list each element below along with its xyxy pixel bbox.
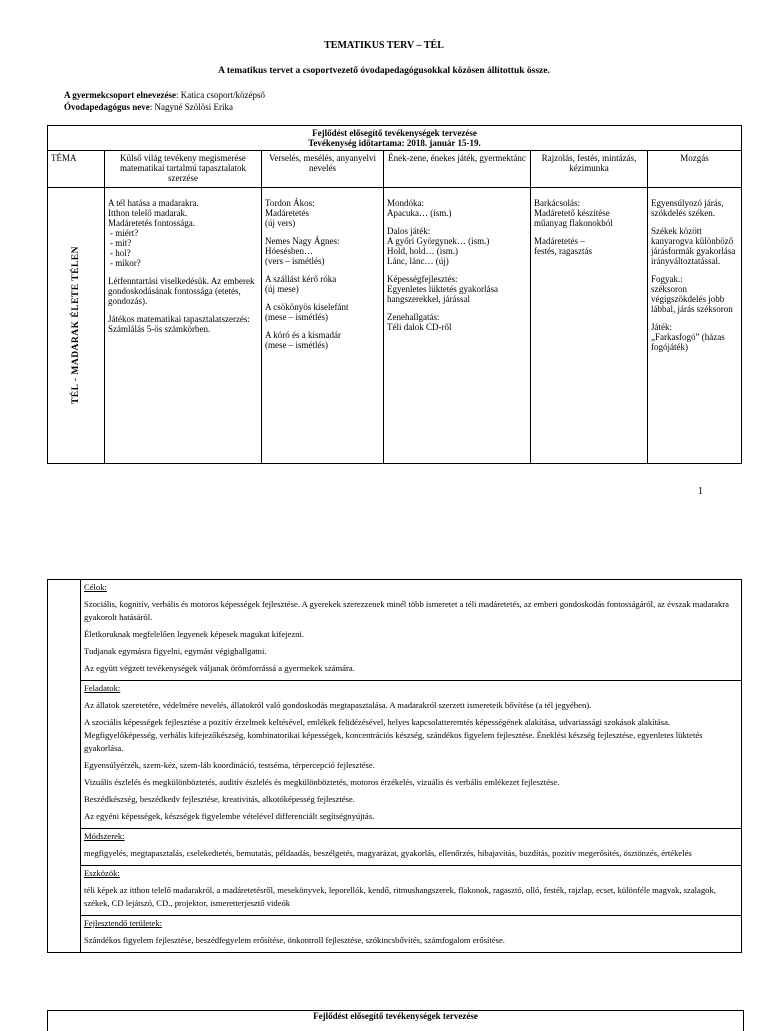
celok-title: Célok:	[84, 582, 107, 592]
enek-line: A győri Györgynek… (ism.)	[387, 236, 490, 246]
theme-cell	[48, 188, 105, 464]
verseles-line: Hóesésben…	[265, 246, 313, 256]
list-item: - miért?	[110, 228, 258, 238]
rajz-cell	[531, 188, 648, 464]
mozgas-line: Játék:	[651, 322, 672, 332]
document-subtitle: A tematikus tervet a csoportvezető óvodapedagógusokkal közösen állítottuk össze.	[218, 66, 550, 76]
list-item: - mit?	[110, 238, 258, 248]
fejlesztendo-title: Fejlesztendő területek:	[84, 918, 163, 928]
mozgas-line: „Farkasfogó” (házas fogójáték)	[651, 332, 725, 352]
col-header-verseles: Verselés, mesélés, anyanyelvi nevelés	[262, 151, 384, 188]
rajz-line: Madáretetés –	[534, 236, 585, 246]
enek-line: Zenehallgatás:	[387, 312, 440, 322]
modszerek-cell	[81, 829, 742, 866]
verseles-line: A csökönyös kiselefánt	[265, 302, 349, 312]
next-plan-table-header: Fejlődést elősegítő tevékenységek tervezése	[47, 1010, 744, 1031]
enek-line: Téli dalok CD-ről	[387, 322, 452, 332]
feladatok-row	[48, 681, 742, 829]
goals-table	[47, 579, 742, 953]
list-item: - hol?	[110, 248, 258, 258]
kulso-line: A tél hatása a madarakra.	[108, 198, 199, 208]
eszkozok-row	[48, 866, 742, 916]
col-header-enek: Ének-zene, énekes játék, gyermektánc	[384, 151, 531, 188]
goals-side-column	[48, 580, 81, 953]
modszerek-row	[48, 829, 742, 866]
fejlesztendo-row	[48, 916, 742, 953]
col-header-rajz: Rajzolás, festés, mintázás, kézimunka	[531, 151, 648, 188]
verseles-line: Madáretetés	[265, 208, 309, 218]
celok-line: Szociális, kognitív, verbális és motoros képességek fejlesztése. A gyerekek szerezzenek minél több ismeretet a téli madáretetés, az emberi gondoskodás fontosságáról, az évszak madarakra gyakorolt hatásáról.	[84, 599, 729, 622]
enek-line: Lánc, lánc… (új)	[387, 256, 449, 266]
feladatok-line: Beszédkészség, beszédkedv fejlesztése, kreativitás, alkotóképesség fejlesztése.	[84, 794, 355, 804]
column-header-row	[48, 151, 742, 188]
modszerek-text: megfigyelés, megtapasztalás, cselekedtetés, bemutatás, példaadás, beszélgetés, magyarázat, gyakorlás, ellenőrzés, hibajavítás, buzdítás, pozitív megerősítés, ösztönzés, értékelés	[84, 848, 692, 858]
celok-line: Tudjanak egymásra figyelni, egymást végighallgatni.	[84, 646, 267, 656]
verseles-line: A szállást kérő róka	[265, 274, 337, 284]
mozgas-line: Fogyak.:	[651, 274, 683, 284]
teacher-label: Óvodapedagógus neve	[64, 102, 150, 112]
kulso-line: Madáretetés fontossága.	[108, 218, 195, 228]
rajz-line: festés, ragasztás	[534, 246, 592, 256]
enek-line: Egyenletes lüktetés gyakorlása hangszerekkel, járással	[387, 284, 498, 304]
mozgas-cell	[648, 188, 742, 464]
rajz-line: Madáretető készítése műanyag flakonokból	[534, 208, 613, 228]
mozgas-line: Egyensúlyozó járás, szökdelés széken.	[651, 198, 724, 218]
list-item: - mikor?	[110, 258, 258, 268]
page-number: 1	[698, 486, 703, 497]
document-title: TEMATIKUS TERV – TÉL	[324, 40, 444, 51]
teacher-line	[64, 102, 233, 112]
enek-line: Mondóka:	[387, 198, 424, 208]
col-header-mozgas: Mozgás	[648, 151, 742, 188]
eszkozok-cell	[81, 866, 742, 916]
plan-header-line2: Tevékenység időtartama: 2018. január 15-19.	[308, 138, 481, 148]
kulso-cell	[105, 188, 262, 464]
verseles-line: (mese – ismétlés)	[265, 340, 328, 350]
celok-line: Életkoruknak megfelelően legyenek képesek magukat kifejezni.	[84, 629, 305, 639]
enek-line: Hold, hold… (ism.)	[387, 246, 458, 256]
fejlesztendo-cell	[81, 916, 742, 953]
celok-line: Az együtt végzett tevékenységek váljanak örömforrássá a gyermekek számára.	[84, 663, 355, 673]
kulso-line: Számlálás 5-ös számkörben.	[108, 324, 211, 334]
verseles-line: (vers – ismétlés)	[265, 256, 325, 266]
enek-line: Dalos játék:	[387, 226, 431, 236]
verseles-line: (mese – ismétlés)	[265, 312, 328, 322]
eszkozok-title: Eszközök:	[84, 868, 120, 878]
feladatok-line: Egyensúlyérzék, szem-kéz, szem-láb koordináció, testséma, térpercepció fejlesztése.	[84, 760, 375, 770]
plan-header-line1: Fejlődést elősegítő tevékenységek tervezése	[312, 128, 477, 138]
enek-line: Apacuka… (ism.)	[387, 208, 452, 218]
feladatok-line: Vizuális észlelés és megkülönböztetés, auditív észlelés és megkülönböztetés, motoros érzékelés, vizuális és verbális emlékezet fejlesztése.	[84, 777, 560, 787]
teacher-value: : Nagyné Szölösi Erika	[149, 102, 233, 112]
fejlesztendo-text: Szándékos figyelem fejlesztése, beszédfegyelem erősítése, önkontroll fejlesztése, szókincsbővítés, számfogalom erősítése.	[84, 935, 505, 945]
eszkozok-text: téli képek az itthon telelő madarakról, a madáretetésről, mesekönyvek, leporellók, kendő, ritmushangszerek, flakonok, ragasztó, olló, festék, rajzlap, ecset, különféle magvak, szalagok, székek, CD lejátszó, CD., projektor, ismeretterjesztő videók	[84, 885, 716, 908]
plan-table	[47, 125, 742, 464]
verseles-line: Tordon Ákos:	[265, 198, 315, 208]
enek-line: Képességfejlesztés:	[387, 274, 458, 284]
col-header-kulso: Külső világ tevékeny megismerése matematikai tartalmú tapasztalatok szerzése	[105, 151, 262, 188]
mozgas-line: széksoron végigszökdelés jobb lábbal, járás széksoron	[651, 284, 733, 314]
theme-vertical-label: TÉL - MADARAK ÉLETE TÉLEN	[71, 246, 81, 405]
kulso-question-list	[108, 228, 258, 268]
verseles-line: A kóró és a kismadár	[265, 330, 341, 340]
plan-content-row	[48, 188, 742, 464]
feladatok-line: A szociális képességek fejlesztése a pozitív érzelmek keltésével, emlékek felidézésével, helyes kapcsolatteremtés képességének alakítása, udvariassági szokások alakítása. Megfigyelőképesség, verbális kifejezőkészség, kombinatorikai képességek, koncentrációs készség, szándékos figyelem fejlesztése. Éneklési készség fejlesztése, egyenletes lüktetés gyakorlása.	[84, 717, 703, 753]
feladatok-cell	[81, 681, 742, 829]
rajz-line: Barkácsolás:	[534, 198, 580, 208]
group-line	[64, 90, 265, 100]
verseles-line: Nemes Nagy Ágnes:	[265, 236, 340, 246]
feladatok-title: Feladatok:	[84, 683, 121, 693]
mozgas-line: Székek között kanyarogva különböző járásformák gyakorlása irányváltoztatással.	[651, 226, 736, 266]
kulso-line: Játékos matematikai tapasztalatszerzés:	[108, 314, 250, 324]
group-label: A gyermekcsoport elnevezése	[64, 90, 176, 100]
modszerek-title: Módszerek:	[84, 831, 125, 841]
celok-cell	[81, 580, 742, 681]
enek-cell	[384, 188, 531, 464]
celok-row	[48, 580, 742, 681]
feladatok-line: Az állatok szeretetére, védelmére nevelés, állatokról való gondoskodás megtapasztalása. A madarakról szerzett ismereteik bővítése (a tél jegyében).	[84, 700, 592, 710]
verseles-cell	[262, 188, 384, 464]
plan-header	[48, 126, 742, 151]
verseles-line: (új vers)	[265, 218, 296, 228]
col-header-tema: TÉMA	[48, 151, 105, 188]
group-value: : Katica csoport/középső	[175, 90, 265, 100]
feladatok-line: Az egyéni képességek, készségek figyelembe vételével differenciált segítségnyújtás.	[84, 811, 375, 821]
kulso-line: Létfenntartási viselkedésük. Az emberek gondoskodásának fontossága (etetés, gondozás).	[108, 276, 255, 306]
verseles-line: (új mese)	[265, 284, 299, 294]
kulso-line: Itthon telelő madarak.	[108, 208, 188, 218]
